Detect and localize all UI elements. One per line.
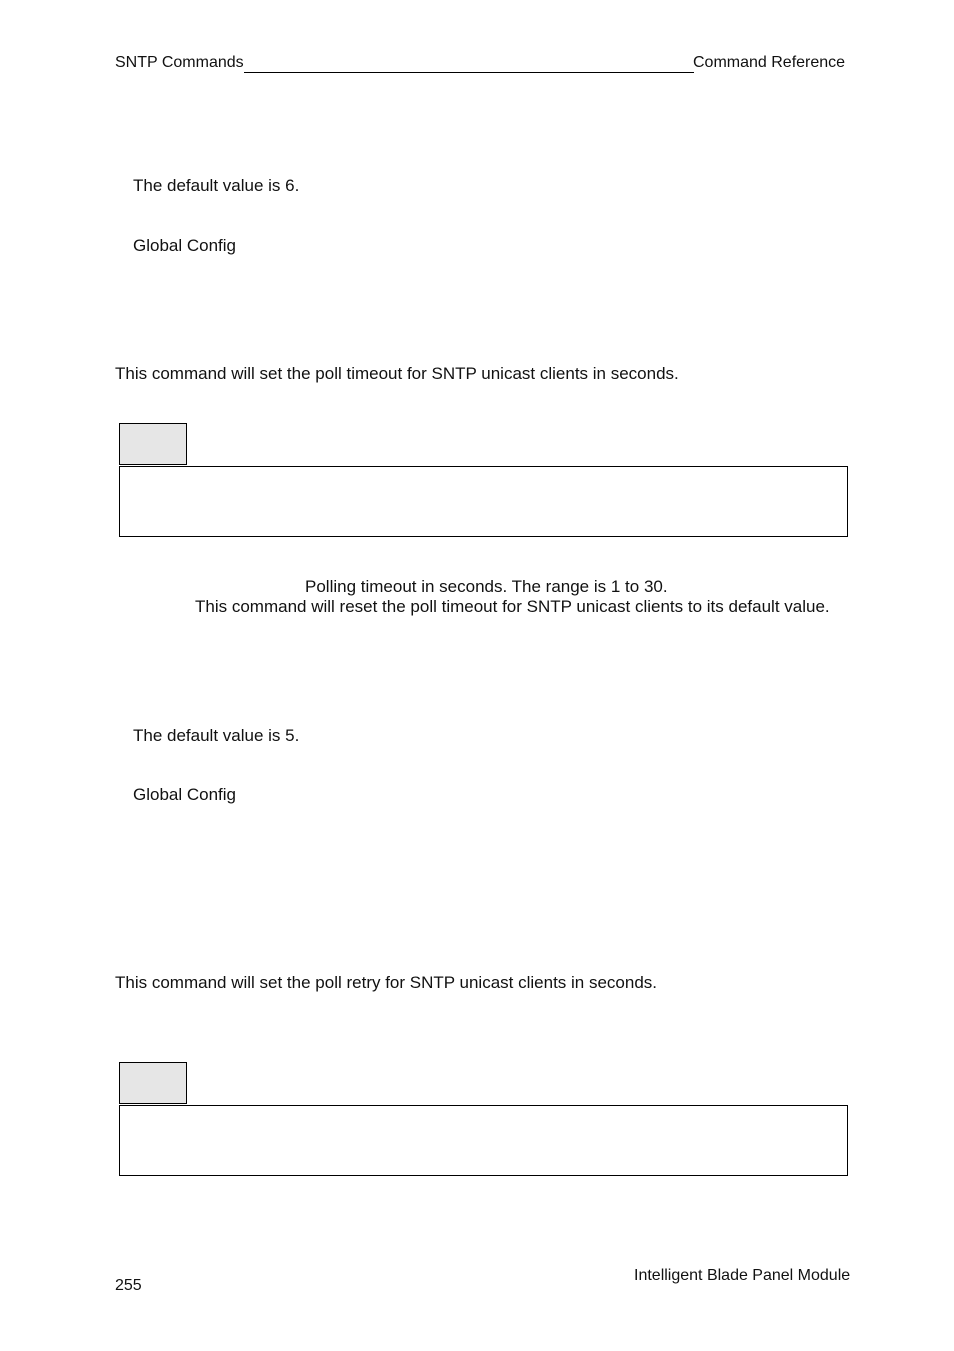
parameter-description: Polling timeout in seconds. The range is 1 to 30. xyxy=(305,577,668,596)
page-number: 255 xyxy=(115,1277,142,1294)
no-command-description: This command will reset the poll timeout for SNTP unicast clients to its default value. xyxy=(195,597,830,616)
header-section-title: SNTP Commands xyxy=(115,54,244,71)
default-value-text: The default value is 5. xyxy=(133,726,300,745)
header-doc-title: Command Reference xyxy=(693,54,846,71)
command-mode-text: Global Config xyxy=(133,785,237,804)
default-value-text: The default value is 6. xyxy=(133,176,300,195)
format-tab xyxy=(119,1062,187,1104)
command-description: This command will set the poll retry for SNTP unicast clients in seconds. xyxy=(115,973,658,992)
command-description: This command will set the poll timeout for SNTP unicast clients in seconds. xyxy=(115,364,679,383)
header-rule xyxy=(244,72,694,73)
command-syntax-box xyxy=(119,466,848,537)
command-mode-text: Global Config xyxy=(133,236,237,255)
command-syntax-box xyxy=(119,1105,848,1176)
footer-product-name: Intelligent Blade Panel Module xyxy=(634,1267,851,1284)
format-tab xyxy=(119,423,187,465)
